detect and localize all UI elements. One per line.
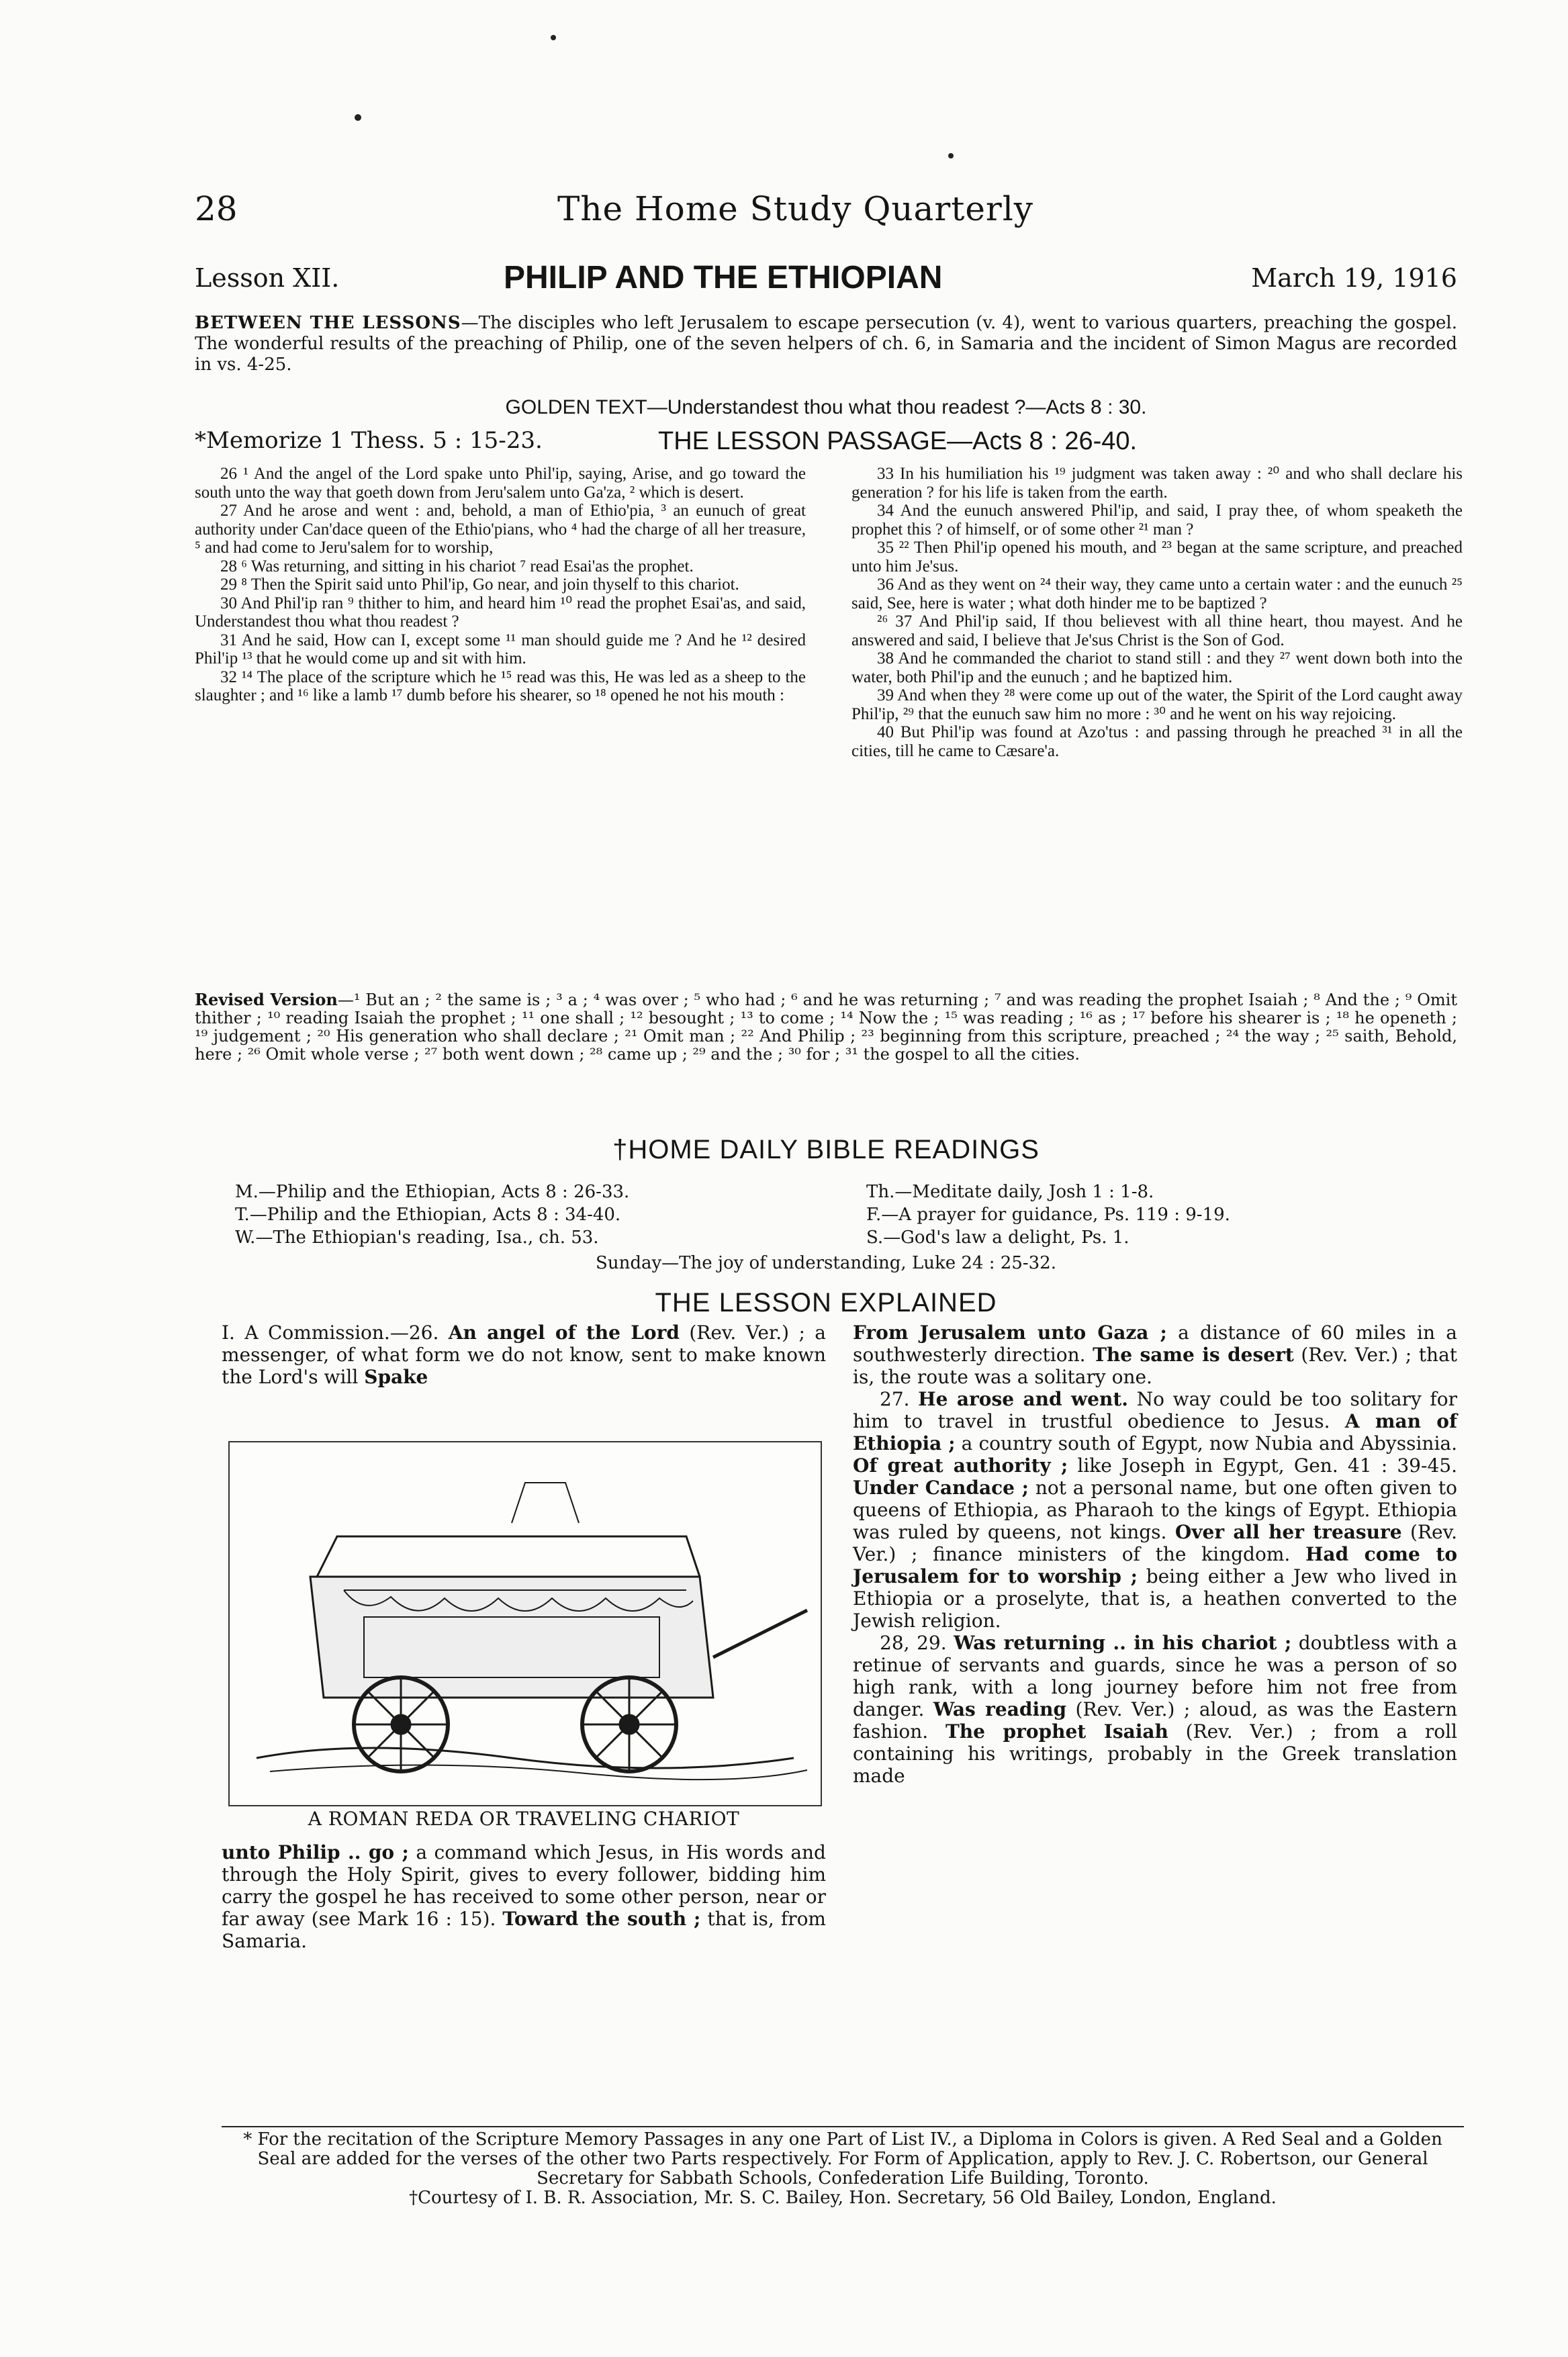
bold-phrase: Of great authority ; (853, 1454, 1068, 1477)
between-the-lessons (195, 313, 1457, 375)
commission-heading: I. A Commission.—26. (222, 1322, 439, 1344)
commission-text-continued (222, 1841, 826, 1952)
chariot-caption: A ROMAN REDA OR TRAVELING CHARIOT (308, 1808, 740, 1830)
print-speck (551, 35, 556, 40)
between-label: BETWEEN THE LESSONS (195, 313, 461, 333)
text-run: not a personal name, but one often given to queens of Ethiopia, as Pharaoh to the kings of Egypt. Ethiopia was ruled by queens, not kings. (853, 1477, 1457, 1543)
revised-label: Revised Version (195, 990, 338, 1009)
driver-seat (512, 1483, 579, 1523)
print-speck (948, 153, 954, 158)
revised-version-notes (195, 990, 1457, 1064)
verse: ²⁶ 37 And Phil'ip said, If thou believest with all thine heart, thou mayest. And he answered and said, I believe that Je'sus Christ is the Son of God. (851, 612, 1463, 649)
explained-left-bottom (222, 1841, 826, 1952)
bold-phrase: From Jerusalem unto Gaza ; (853, 1322, 1167, 1344)
home-readings-title: †HOME DAILY BIBLE READINGS (612, 1135, 1040, 1164)
bold-phrase: Toward the south ; (502, 1908, 701, 1930)
lesson-date: March 19, 1916 (1251, 263, 1457, 293)
ground-line (257, 1748, 794, 1768)
diploma-footnote: * For the recitation of the Scripture Memory Passages in any one Part of List IV., a Diploma in Colors is given. A Red Seal and a Golden Seal are added for the verses of the other two Parts respectively. For Form of Application, apply to Rev. J. C. Robertson, our General Secretary for Sabbath Schools, Confederation Life Building, Toronto. (243, 2129, 1442, 2188)
text-run: like Joseph in Egypt, Gen. 41 : 39-45. (1068, 1454, 1457, 1477)
text-run: (Rev. Ver.) ; from a roll containing his writings, probably in the Greek translation made (853, 1720, 1458, 1787)
text-run: being either a Jew who lived in Ethiopia or a proselyte, that is, a heathen converted to the Jewish religion. (853, 1565, 1458, 1632)
text-run: 28, 29. (880, 1632, 954, 1654)
explained-paragraph (853, 1388, 1457, 1632)
verse: 34 And the eunuch answered Phil'ip, and said, I pray thee, of whom speaketh the prophet this ? of himself, or of some other ²¹ man ? (851, 502, 1463, 539)
chariot-roof (317, 1536, 700, 1577)
draw-pole (713, 1610, 807, 1657)
verse: 38 And he commanded the chariot to stand still : and they ²⁷ went down both into the water, both Phil'ip and the eunuch ; and he baptized him. (851, 649, 1463, 686)
verse: 29 ⁸ Then the Spirit said unto Phil'ip, Go near, and join thyself to this chariot. (220, 575, 739, 594)
verse: 40 But Phil'ip was found at Azo'tus : and passing through he preached ³¹ in all the cities, till he came to Cæsare'a. (851, 723, 1463, 760)
verses-right-column (851, 465, 1463, 760)
bold-phrase: Under Candace ; (853, 1477, 1029, 1499)
explained-paragraph (853, 1632, 1457, 1787)
courtesy-footnote: †Courtesy of I. B. R. Association, Mr. S. C. Bailey, Hon. Secretary, 56 Old Bailey, London, England. (409, 2188, 1277, 2208)
bold-phrase: Over all her treasure (1174, 1521, 1402, 1543)
golden-text: GOLDEN TEXT—Understandest thou what thou readest ?—Acts 8 : 30. (505, 396, 1147, 418)
verse: 28 ⁶ Was returning, and sitting in his chariot ⁷ read Esai'as the prophet. (220, 557, 694, 575)
verse: 31 And he said, How can I, except some ¹¹ man should guide me ? And he ¹² desired Phil'ip ¹³ that he would come up and sit with him. (195, 631, 806, 667)
reading-item: Th.—Meditate daily, Josh 1 : 1-8. (866, 1182, 1154, 1202)
chariot-drawing (230, 1442, 821, 1805)
bold-phrase: Spake (364, 1366, 428, 1388)
bold-phrase: Had come to Jerusalem for to worship ; (853, 1543, 1458, 1587)
page-header (195, 189, 1457, 243)
text-run: a distance of 60 miles in a southwesterly direction. (853, 1322, 1457, 1366)
bold-phrase: unto Philip .. go ; (222, 1841, 409, 1863)
text-run: that is, from Samaria. (222, 1908, 826, 1952)
lesson-passage (195, 465, 1463, 988)
text-run: a command which Jesus, in His words and through the Holy Spirit, gives to every follower, bidding him carry the gospel he has received to some other person, near or far away (see Mark 16 : 15). (222, 1841, 826, 1930)
lesson-heading (195, 259, 1457, 306)
verse: 30 And Phil'ip ran ⁹ thither to him, and heard him ¹⁰ read the prophet Esai'as, and said, Understandest thou what thou readest ? (195, 594, 806, 631)
bold-phrase: An angel of the Lord (448, 1322, 680, 1344)
explained-right-column (853, 1322, 1457, 1787)
between-text: —The disciples who left Jerusalem to escape persecution (v. 4), went to various quarters, preaching the gospel. The wonderful results of the preaching of Philip, one of the seven helpers of ch. 6, in Samaria and the incident of Simon Magus are recorded in vs. 4-25. (195, 313, 1457, 375)
reading-item: S.—God's law a delight, Ps. 1. (866, 1228, 1129, 1248)
verse: 39 And when they ²⁸ were come up out of the water, the Spirit of the Lord caught away Phil'ip, ²⁹ that the eunuch saw him no more : ³⁰ and he went on his way rejoicing. (851, 686, 1463, 723)
text-run: (Rev. Ver.) ; aloud, as was the Eastern fashion. (853, 1698, 1457, 1743)
bold-phrase: Was reading (933, 1698, 1067, 1720)
reading-item: T.—Philip and the Ethiopian, Acts 8 : 34-40. (235, 1205, 621, 1225)
bold-phrase: A man of Ethiopia ; (853, 1410, 1457, 1454)
text-run: (Rev. Ver.) ; that is, the route was a solitary one. (853, 1344, 1458, 1388)
running-title: The Home Study Quarterly (557, 189, 1034, 228)
sunday-reading: Sunday—The joy of understanding, Luke 24 : 25-32. (596, 1253, 1056, 1273)
explained-left-top (222, 1322, 826, 1388)
verse: 27 And he arose and went : and, behold, a man of Ethio'pia, ³ an eunuch of great authority under Can'dace queen of the Ethio'pians, who ⁴ had the charge of all her treasure, ⁵ and had come to Jeru'salem for to worship, (195, 502, 806, 557)
revised-text: —¹ But an ; ² the same is ; ³ a ; ⁴ was over ; ⁵ who had ; ⁶ and he was returning ; ⁷ and was reading the prophet Isaiah ; ⁸ And the ; ⁹ Omit thither ; ¹⁰ reading Isaiah the prophet ; ¹¹ one shall ; ¹² besought ; ¹³ to come ; ¹⁴ Now the ; ¹⁵ was reading ; ¹⁶ as ; ¹⁷ before his shearer is ; ¹⁸ he openeth ; ¹⁹ judgement ; ²⁰ His generation who shall declare ; ²¹ Omit man ; ²² And Philip ; ²³ beginning from this scripture, preached ; ²⁴ the way ; ²⁵ saith, Behold, here ; ²⁶ Omit whole verse ; ²⁷ both went down ; ²⁸ came up ; ²⁹ and the ; ³⁰ for ; ³¹ the gospel to all the cities. (195, 990, 1457, 1064)
reading-item: W.—The Ethiopian's reading, Isa., ch. 53. (235, 1228, 599, 1248)
verse: 33 In his humiliation his ¹⁹ judgment was taken away : ²⁰ and who shall declare his generation ? for his life is taken from the earth. (851, 465, 1463, 502)
text-run: (Rev. Ver.) ; a messenger, of what form we do not know, sent to make known the Lord's will (222, 1322, 826, 1388)
page-number: 28 (195, 189, 238, 228)
footnote-rule (222, 2126, 1464, 2127)
verse: 26 ¹ And the angel of the Lord spake unto Phil'ip, saying, Arise, and go toward the south unto the way that goeth down from Jeru'salem unto Ga'za, ² which is desert. (195, 465, 806, 502)
lesson-explained-title: THE LESSON EXPLAINED (655, 1288, 997, 1318)
home-readings-list (235, 1182, 1457, 1249)
text-run: a country south of Egypt, now Nubia and Abyssinia. (955, 1432, 1457, 1454)
verse: 36 And as they went on ²⁴ their way, they came unto a certain water : and the eunuch ²⁵ said, See, here is water ; what doth hinder me to be baptized ? (851, 575, 1463, 612)
lesson-title: PHILIP AND THE ETHIOPIAN (504, 260, 943, 295)
print-speck (355, 114, 361, 121)
passage-heading (195, 427, 1457, 461)
verse: 35 ²² Then Phil'ip opened his mouth, and ²³ began at the same scripture, and preached unto him Je'sus. (851, 539, 1463, 575)
chariot-illustration (228, 1441, 822, 1806)
reading-item: M.—Philip and the Ethiopian, Acts 8 : 26-33. (235, 1182, 630, 1202)
bold-phrase: The prophet Isaiah (945, 1720, 1168, 1743)
passage-title: THE LESSON PASSAGE—Acts 8 : 26-40. (658, 427, 1138, 455)
footnotes (222, 2130, 1464, 2208)
reading-item: F.—A prayer for guidance, Ps. 119 : 9-19. (866, 1205, 1230, 1225)
chariot-body (310, 1577, 713, 1698)
text-run: (Rev. Ver.) ; finance ministers of the kingdom. (853, 1521, 1458, 1565)
explained-paragraph (853, 1322, 1457, 1388)
verses-left-column (195, 465, 806, 705)
bold-phrase: Was returning .. in his chariot ; (954, 1632, 1292, 1654)
text-run: 27. (880, 1388, 919, 1410)
text-run: doubtless with a retinue of servants and guards, since he was a person of so high rank, with a long journey before him not free from danger. (853, 1632, 1458, 1720)
ground-line (270, 1765, 807, 1780)
memorize-note: *Memorize 1 Thess. 5 : 15-23. (195, 427, 543, 454)
text-run: No way could be too solitary for him to travel in trustful obedience to Jesus. (853, 1388, 1457, 1432)
lesson-number: Lesson XII. (195, 263, 340, 293)
bold-phrase: The same is desert (1093, 1344, 1294, 1366)
bold-phrase: He arose and went. (918, 1388, 1129, 1410)
verse: 32 ¹⁴ The place of the scripture which he ¹⁵ read was this, He was led as a sheep to the slaughter ; and ¹⁶ like a lamb ¹⁷ dumb before his shearer, so ¹⁸ opened he not his mouth : (195, 667, 806, 704)
